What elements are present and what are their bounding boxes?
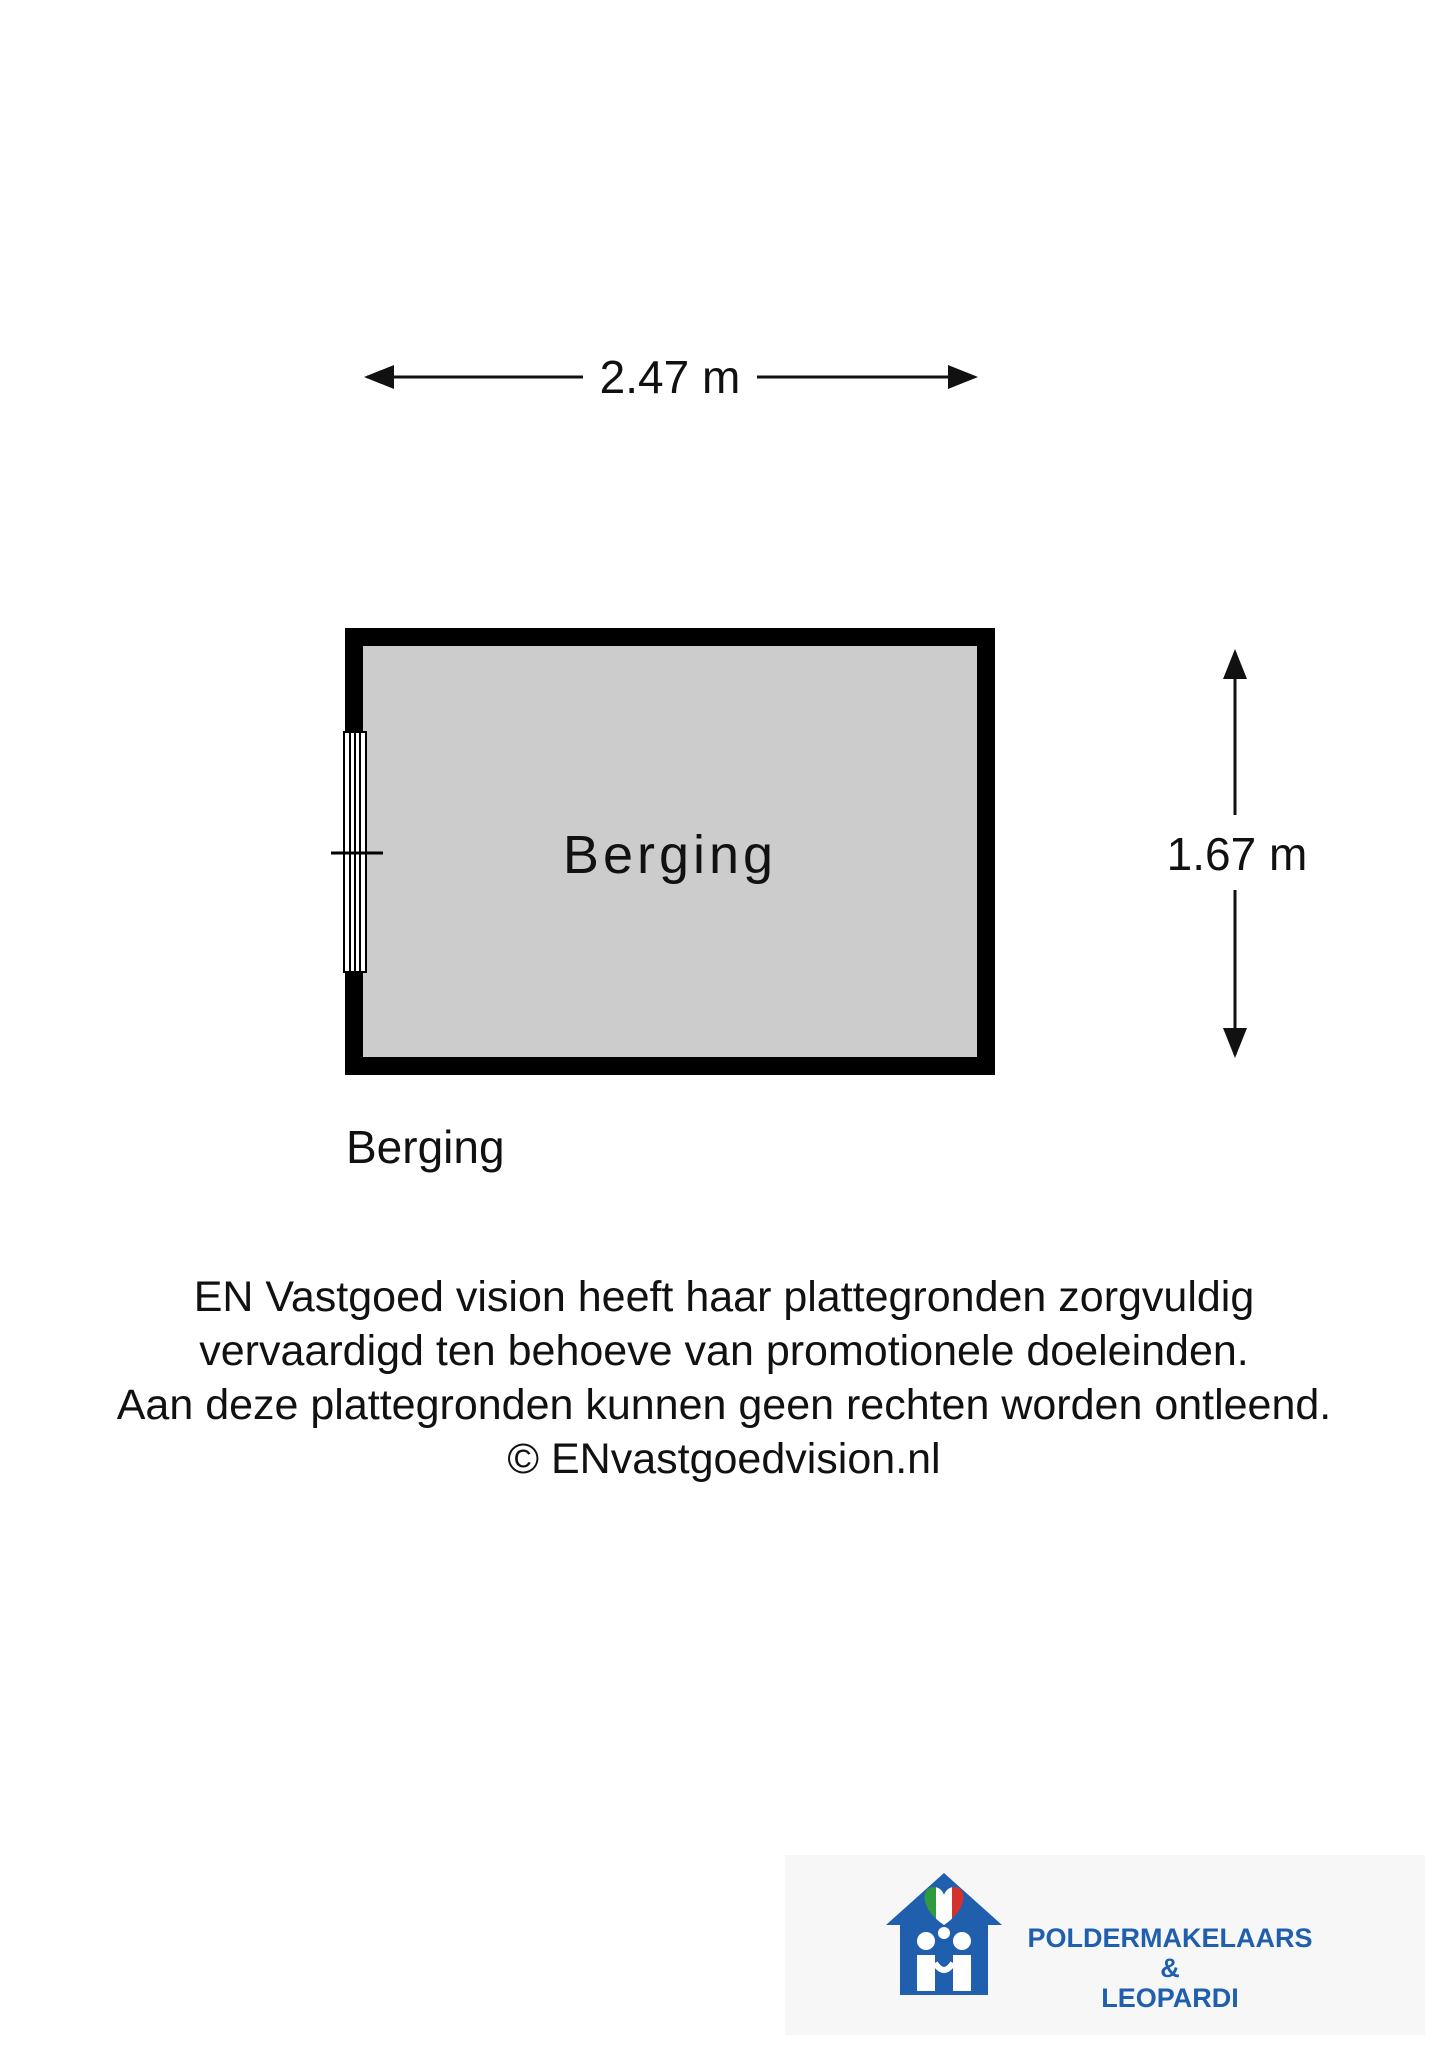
house-heart-icon	[880, 1867, 1008, 1997]
brand-line-1: POLDERMAKELAARS	[1027, 1923, 1313, 1953]
disclaimer-line: vervaardigd ten behoeve van promotionele doeleinden.	[199, 1327, 1249, 1375]
brand-logo	[785, 1855, 1425, 2035]
height-dimension-label: 1.67 m	[1166, 828, 1308, 880]
copyright-line: © ENvastgoedvision.nl	[507, 1435, 941, 1483]
brand-line-2: &	[1160, 1953, 1180, 1983]
disclaimer-line: Aan deze plattegronden kunnen geen rechten worden ontleend.	[116, 1381, 1332, 1429]
brand-line-3: LEOPARDI	[1101, 1983, 1239, 2013]
disclaimer-line: EN Vastgoed vision heeft haar plattegronden zorgvuldig	[193, 1273, 1255, 1321]
floorplan-caption: Berging	[346, 1121, 505, 1173]
room-berging	[331, 637, 986, 1066]
height-dimension	[1167, 652, 1308, 1055]
disclaimer	[0, 1270, 1448, 1486]
width-dimension-label: 2.47 m	[599, 351, 741, 403]
room-label: Berging	[562, 825, 778, 885]
width-dimension	[367, 351, 975, 403]
brand-name	[1000, 1923, 1340, 2013]
